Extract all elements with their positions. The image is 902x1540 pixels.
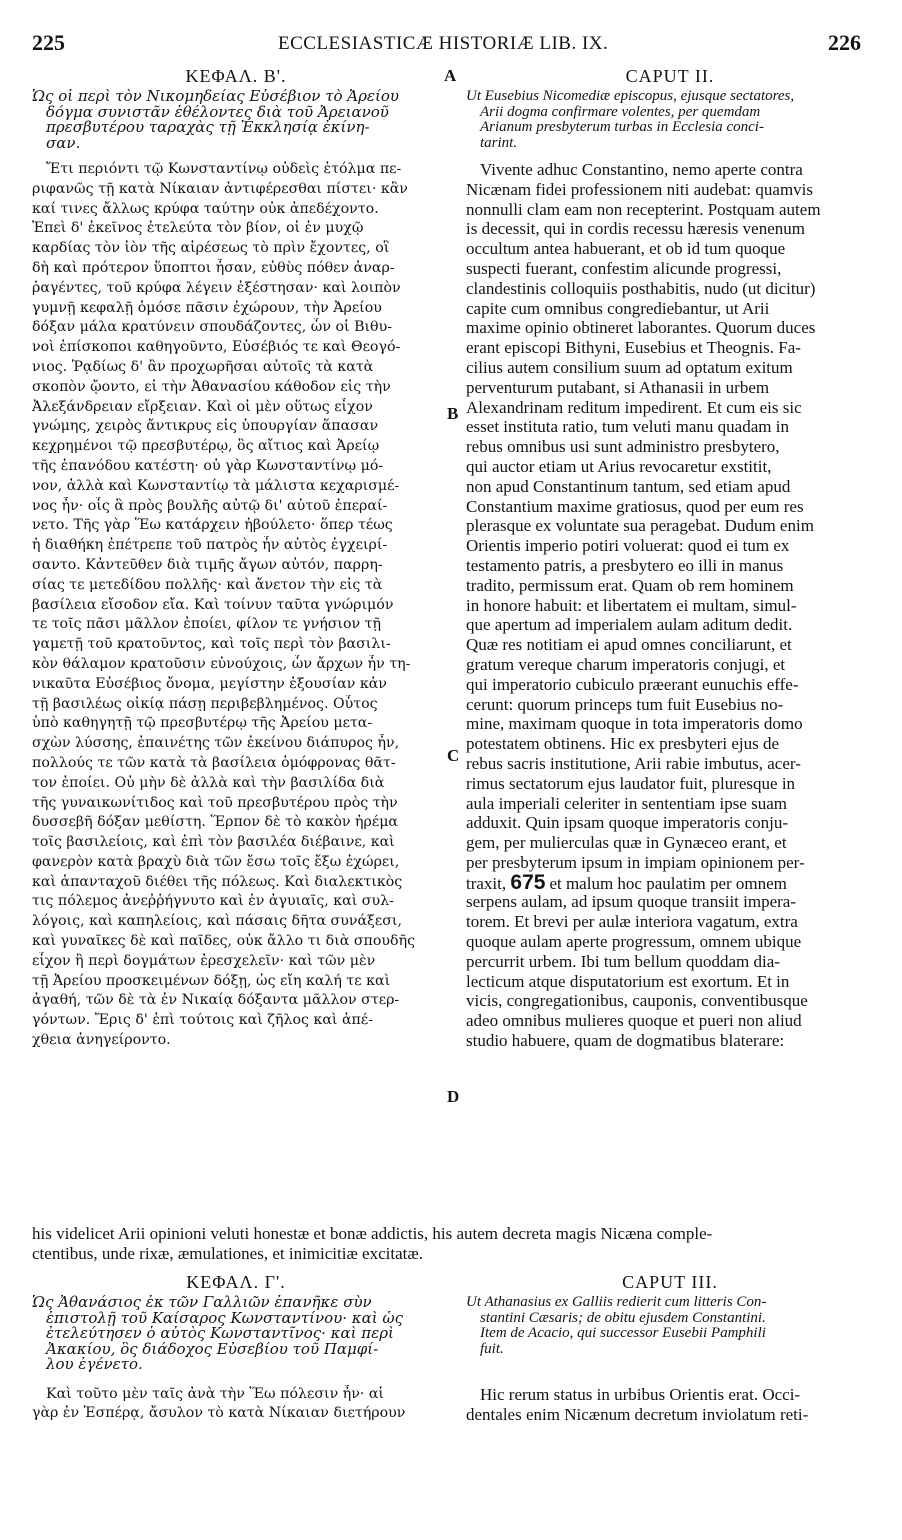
greek-chapter-3-body [32,1385,440,1425]
body-line: λόγοις, καὶ καπηλείοις, καὶ πάσαις δῆτα συνάξεσι, [32,913,402,930]
running-title: ECCLESIASTICÆ HISTORIÆ LIB. IX. [278,33,609,54]
latin-body [466,160,874,1051]
body-line: aula imperiali celeriter in sententiam ipse suam [466,793,787,813]
margin-letter-a: A [444,66,457,85]
greek-chapter-3-summary [32,1295,440,1373]
body-line: adduxit. Quin ipsam quoque imperatoris conju- [466,813,788,833]
latin-summary-line: tarint. [480,135,518,151]
body-line: τῇ Ἀρείου προσκειμένων δόξῃ, ὡς εἴη καλή τε καὶ [32,972,391,989]
body-line: χθεια ἀνηγείροντο. [32,1032,171,1049]
latin3-body-line: dentales enim Nicænum decretum inviolatum reti- [466,1404,809,1424]
fullwidth-line: ctentibus, unde rixæ, æmulationes, et inimicitiæ excitatæ. [32,1243,423,1263]
latin-chapter-2 [466,66,874,1051]
body-line: νικαῦτα Εὐσέβιος ὄνομα, μεγίστην ἐξουσίαν κἀν [32,675,387,692]
body-line: testamento patris, a presbytero eo illi in manus [466,555,784,575]
body-line: ῥαγέντες, τοῦ κρύφα λέγειν ἐξέστησαν· καὶ λοιπὸν [32,279,401,296]
body-line: quoque aulam aperte progressum, omnem ubique [466,932,802,952]
margin-letter-d: D [447,1087,460,1106]
body-line: φανερὸν κατὰ βραχὺ διὰ τῶν ἔσω τοῖς ἔξω ἐχώρει, [32,853,400,870]
body-line: erant episcopi Bithyni, Eusebius et Theognis. Fa- [466,338,801,358]
body-line: qui imperatorio cubiculo præerant eunuchis effe- [466,674,799,694]
body-line: studio habuere, quam de dogmatibus blaterare: [466,1031,785,1051]
body-line: τις πόλεμος ἀνεῤῥήγνυτο καὶ ἐν ἀγυιαῖς, καὶ συλ- [32,893,394,910]
body-line: gratum vereque charum imperatoris conjugi, et [466,654,786,674]
body-line: γνώμης, χειρὸς ἄντικρυς εἰς ὑπουργίαν ἅπασαν [32,418,379,435]
greek3-summary-line: Ἀκακίου, ὃς διάδοχος Εὐσεβίου τοῦ Παμφί- [46,1341,379,1357]
body-line: per presbyterum ipsum in impiam opinionem per- [466,852,805,872]
body-line: torem. Et brevi per aulæ interiora vagatum, extra [466,912,798,932]
fullwidth-continuation [32,1224,874,1264]
latin-summary [466,89,874,151]
greek-body [32,160,440,1051]
body-line: Vivente adhuc Constantino, nemo aperte contra [480,160,803,179]
body-line: νοὶ ἐπίσκοποι καθηγοῦντο, Εὐσέβιός τε καὶ Θεογό- [32,339,401,356]
body-line-text: traxit, [466,873,511,893]
body-line: σίας τε μετεδίδου πολλῆς· καὶ ἄνετον τὴν εἰς τὰ [32,576,383,593]
body-line: occultum antea habuerant, et ob id tum quoque [466,239,786,259]
body-line: maxime opinio obtineret laborantes. Quorum duces [466,318,816,338]
latin-chapter-3 [466,1272,874,1425]
body-line: Ἔτι περιόντι τῷ Κωνσταντίνῳ οὐδεὶς ἐτόλμα πε- [46,161,402,177]
body-line: Nicænam fidei professionem niti audebat: quamvis [466,179,814,199]
latin3-summary-line: stantini Cæsaris; de obitu ejusdem Constantini. [480,1310,766,1326]
body-line-text: et malum hoc paulatim per omnem [549,873,787,893]
greek-summary-line: πρεσβυτέρου ταραχὰς τῇ Ἐκκλησίᾳ ἐκίνη- [46,120,370,136]
margin-letter-b: B [447,404,459,423]
body-line: Ἀλεξάνδρειαν εἴρξειαν. Καὶ οἱ μὲν οὕτως εἶχον [32,398,373,415]
body-line: βασίλεια εἴσοδον εἴα. Καὶ τοίνυν ταῦτα γνώριμόν [32,596,394,613]
latin-summary-line: Ut Eusebius Nicomediæ episcopus, ejusque sectatores, [466,89,795,104]
body-line: ριφανῶς τῇ κατὰ Νίκαιαν ἀντιφέρεσθαι πίστει· κἂν [32,180,408,197]
latin3-summary-line: fuit. [480,1341,504,1357]
page-number-right: 226 [828,30,861,55]
greek-summary-line: Ὡς οἱ περὶ τὸν Νικομηδείας Εὐσέβιον τὸ Ἀρείου [32,89,400,105]
body-line: τῇ βασιλέως οἰκίᾳ πάσῃ περιβεβλημένος. Οὗτος [32,695,378,712]
body-line: nonnulli clam eam non recepterint. Postquam autem [466,199,821,219]
body-line: τον ἐποίει. Οὐ μὴν δὲ ἀλλὰ καὶ τὴν βασιλίδα διὰ [32,774,385,791]
greek-chapter-3-heading: ΚΕΦΑΛ. Γ'. [186,1272,286,1292]
body-line: que apertum ad imperialem aulam aditum dedit. [466,615,793,635]
body-line: lecticum atque disputatorium est exortum. Et in [466,971,790,991]
body-line: γυμνῇ κεφαλῇ ὁμόσε πᾶσιν ἐχώρουν, τὴν Ἀρείου [32,299,382,316]
greek-summary-line: σαν. [46,135,81,151]
page-number-left: 225 [32,30,65,55]
body-line: is decessit, qui in cordis recessu hæresis venenum [466,219,805,239]
latin3-summary-line: Ut Athanasius ex Galliis redierit cum litteris Con- [466,1295,767,1310]
body-line: percurrit urbem. Ibi tum bellum quoddam dia- [466,951,780,971]
body-line: suspecti fuerant, confestim alicunde progressi, [466,258,782,278]
body-line [466,873,874,893]
body-line: esset instituta ratio, tum veluti manu quadam in [466,417,789,437]
latin-chapter-3-body [466,1385,874,1425]
body-line: πολλούς τε τῶν κατὰ τὰ βασίλεια ὁμόφρονας θᾶτ- [32,754,396,771]
body-line: rebus omnibus usi sunt administro presbytero, [466,437,780,457]
latin3-summary-line: Item de Acacio, qui successor Eusebii Pamphili [480,1326,766,1341]
body-line: cilius autem consilium suum ad optatum exitum [466,357,793,377]
latin-summary-line: Arianum presbyterum turbas in Ecclesia conci- [480,120,764,135]
greek3-body-line: Καὶ τοῦτο μὲν ταῖς ἀνὰ τὴν Ἕω πόλεσιν ἦν· αἱ [46,1385,384,1402]
body-line: ἡ διαθήκη ἐπέτρεπε τοῦ πατρὸς ἦν αὐτὸς ἐγχειρί- [32,537,388,554]
body-line: Alexandrinam reditum impedirent. Et cum eis sic [466,397,802,417]
body-line: νος ἦν· οἷς ἃ πρὸς βουλῆς αὐτῷ δι' αὐτοῦ ἐπεραί- [32,497,388,514]
body-line: mine, maximam quoque in tota imperatoris domo [466,714,803,734]
body-line: qui auctor etiam ut Arius revocaretur exstitit, [466,456,772,476]
body-line: κεχρημένοι τῷ πρεσβυτέρῳ, ὃς αἴτιος καὶ Ἀρείῳ [32,438,380,455]
body-line: καί τινες ἄλλως κρύφα ταύτην οὐκ ἀπεδέχοντο. [32,200,379,217]
body-line: gem, per mulierculas quæ in Gynæceo erant, et [466,833,787,853]
body-line: γόντων. Ἔρις δ' ἐπὶ τούτοις καὶ ζῆλος καὶ ἀπέ- [32,1012,374,1029]
margin-letter-c: C [447,746,460,765]
greek3-summary-line: λου ἐγένετο. [46,1357,143,1373]
body-line: δόξαν μάλα κρατύνειν σπουδάζοντες, ὧν οἱ Βιθυ- [32,319,393,336]
body-line: τῆς ἐπανόδου κατέστη· οὐ γὰρ Κωνσταντίνῳ μό- [32,457,384,474]
body-line: καὶ ἁπανταχοῦ διέθει τῆς πόλεως. Καὶ διαλεκτικὸς [32,873,403,890]
column-marker-675: 675 [510,872,546,893]
greek3-summary-line: Ὡς Ἀθανάσιος ἐκ τῶν Γαλλιῶν ἐπανῆκε σὺν [32,1295,372,1311]
body-line: κὸν θάλαμον κρατοῦσιν εὐνούχοις, ὧν ἄρχων ἦν τη- [32,655,411,672]
greek3-summary-line: ἐπιστολῇ τοῦ Καίσαρος Κωνσταντίνου· καὶ ὡς [46,1310,404,1326]
body-line: tradito, permissum erat. Quam ob rem hominem [466,575,794,595]
fullwidth-line: his videlicet Arii opinioni veluti honestæ et bonæ addictis, his autem decreta magis Nicæna comple- [32,1224,713,1243]
body-line: non apud Constantinum tantum, sed etiam apud [466,476,791,496]
body-line: νιος. Ῥᾳδίως δ' ἂν προχωρῆσαι αὐτοῖς τὰ κατὰ [32,358,374,375]
body-line: plerasque ex voluntate sua peragebat. Dudum enim [466,516,814,536]
body-line: γαμετῇ τοῦ κρατοῦντος, καὶ τοῖς περὶ τὸν βασιλι- [32,636,391,653]
greek-chapter-2 [32,66,440,1051]
body-line: σχὼν λύσσης, ἐπαινέτης τῶν ἐκείνου διάπυρος ἦν, [32,735,400,752]
body-line: δυσσεβῆ δόξαν μεθίστη. Ἕρπον δὲ τὸ κακὸν ἠρέμα [32,814,399,831]
body-line: καρδίας τὸν ἰὸν τῆς αἱρέσεως τὸ πρὶν ἔχοντες, οἳ [32,240,390,257]
body-line: potestatem obtinens. Hic ex presbyteri ejus de [466,734,779,754]
latin-summary-line: Arii dogma confirmare volentes, per quemdam [480,104,761,120]
body-line: νετο. Τῆς γὰρ Ἕω κατάρχειν ἠβούλετο· ὅπερ τέως [32,517,393,534]
latin-chapter-3-heading: CAPUT III. [622,1272,718,1292]
latin-chapter-heading: CAPUT II. [625,66,715,86]
body-line: cerunt: quorum princeps tum fuit Eusebius no- [466,694,784,714]
body-line: Orientis imperio potiri voluerat: quod ei tum ex [466,536,790,556]
body-line: σαντο. Κἀντεῦθεν διὰ τιμῆς ἄγων αὐτόν, παρρη- [32,556,383,573]
latin3-body-line: Hic rerum status in urbibus Orientis erat. Occi- [480,1385,801,1404]
body-line: clandestinis colloquiis posthabitis, nudo (ut dicitur) [466,278,816,298]
body-line: Constantium maxime gratiosus, quod per eum res [466,496,804,516]
body-line: νον, ἀλλὰ καὶ Κωνσταντίῳ τὰ μάλιστα κεχαρισμέ- [32,477,400,494]
body-line: Quæ res notitiam ei apud omnes conciliarunt, et [466,635,792,655]
greek-chapter-heading: ΚΕΦΑΛ. Β'. [185,66,287,86]
latin-chapter-3-summary [466,1295,874,1357]
body-line: rimus sectatorum ejus laudator fuit, pluresque in [466,773,796,793]
greek3-body-line: γὰρ ἐν Ἑσπέρᾳ, ἄσυλον τὸ κατὰ Νίκαιαν διετήρουν [32,1405,406,1422]
body-line: perventurum putabant, si Athanasii in urbem [466,377,770,397]
body-line: τε τοῖς πᾶσι μᾶλλον ἐποίει, φίλον τε γνήσιον τῇ [32,616,381,633]
body-line: capite cum omnibus congrediebantur, ut Arii [466,298,770,318]
greek-chapter-3 [32,1272,440,1424]
body-line: Ἐπεὶ δ' ἐκεῖνος ἐτελεύτα τὸν βίον, οἱ ἐν μυχῷ [32,220,364,237]
body-line: τῆς γυναικωνίτιδος καὶ τοῦ πρεσβυτέρου πρὸς τὴν [32,794,398,811]
greek-summary [32,89,440,151]
body-line: rebus sacris institutione, Arii rabie imbutus, acer- [466,753,801,773]
body-line: serpens aulam, ad ipsum quoque transiit impera- [466,892,796,912]
body-line: καὶ γυναῖκες δὲ καὶ παῖδες, οὐκ ἄλλο τι διὰ σπουδῆς [32,933,416,950]
body-line: in honore habuit: et libertatem ei multam, simul- [466,595,797,615]
body-line: εἶχον ἢ περὶ δογμάτων ἐρεσχελεῖν· καὶ τῶν μὲν [32,952,376,969]
body-line: adeo omnibus mulieres quoque et pueri non aliud [466,1011,802,1031]
body-line: δὴ καὶ πρότερον ὕποπτοι ἦσαν, εὐθὺς πόθεν ἀναρ- [32,259,395,276]
greek-summary-line: δόγμα συνιστᾶν ἐθέλοντες διὰ τοῦ Ἀρειανοῦ [46,104,389,120]
body-line: ἀγαθή, τῶν δὲ τὰ ἐν Νικαίᾳ δόξαντα μᾶλλον στερ- [32,992,400,1009]
body-line: τοῖς βασιλείοις, καὶ ἐπὶ τὸν βασιλέα διέβαινε, καὶ [32,834,395,851]
body-line: vicis, congregationibus, cauponis, conventibusque [466,991,808,1011]
body-line: ὑπὸ καθηγητῇ τῷ πρεσβυτέρῳ τῆς Ἀρείου μετα- [32,715,373,732]
body-line: σκοπὸν ᾤοντο, εἰ τὴν Ἀθανασίου κάθοδον εἰς τὴν [32,378,391,395]
greek3-summary-line: ἐτελεύτησεν ὁ αὐτὸς Κωνσταντῖνος· καὶ περὶ [46,1326,394,1342]
